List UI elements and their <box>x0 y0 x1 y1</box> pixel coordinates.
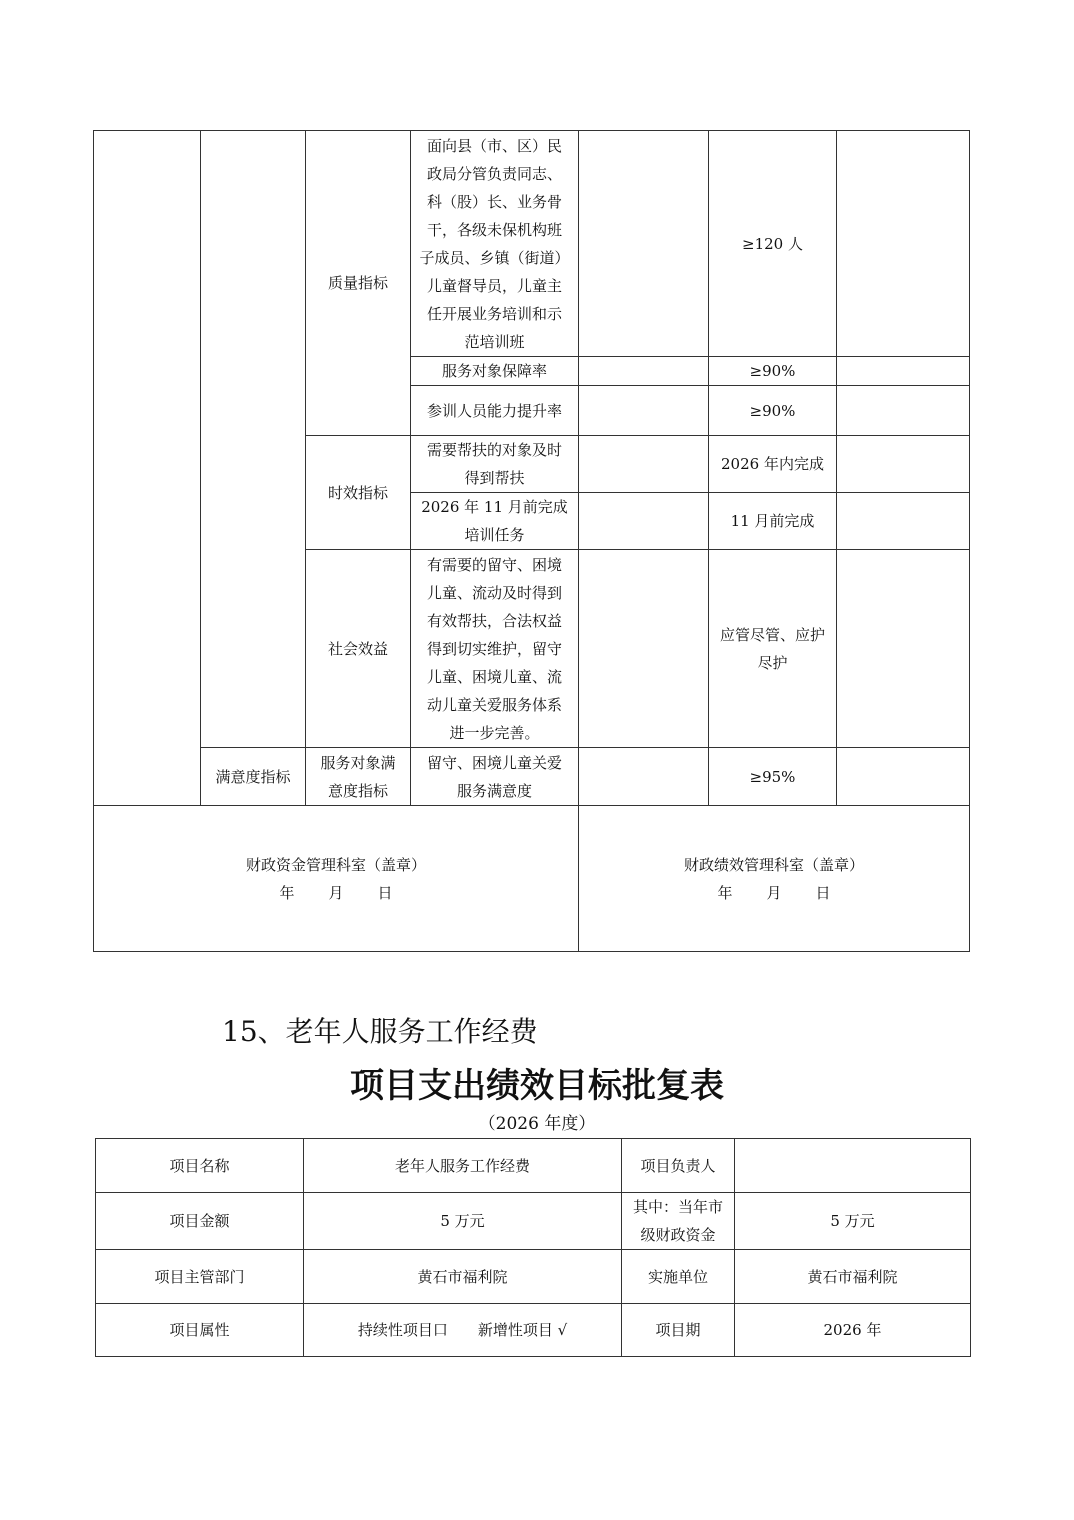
date-month: 月 <box>328 884 344 902</box>
stamp-fund-management <box>94 850 578 908</box>
social-benefit-item: 有需要的留守、困境 儿童、流动及时得到 有效帮扶，合法权益 得到切实维护，留守 儿童、困境儿童、流 动儿童关爱服务体系 进一步完善。 <box>426 555 562 742</box>
document-title: 项目支出绩效目标批复表 <box>350 1066 724 1106</box>
date-month: 月 <box>766 884 782 902</box>
quality-value-training: ≥120 人 <box>742 234 803 253</box>
timeliness-indicator-label: 时效指标 <box>327 483 388 502</box>
project-name-label: 项目名称 <box>169 1156 230 1175</box>
timeliness-value-help: 2026 年内完成 <box>721 455 824 473</box>
quality-indicator-label: 质量指标 <box>327 274 388 292</box>
quality-item-guarantee-rate: 服务对象保障率 <box>441 362 547 380</box>
social-benefit-label: 社会效益 <box>327 639 388 658</box>
timeliness-value-training: 11 月前完成 <box>730 512 815 530</box>
project-amount-value: 5 万元 <box>440 1212 485 1230</box>
satisfaction-value: ≥95% <box>749 767 796 786</box>
city-fund-label: 其中：当年市 级财政资金 <box>632 1198 723 1244</box>
stamp-performance-management <box>579 850 969 908</box>
date-day: 日 <box>377 884 393 902</box>
supervising-dept-label: 项目主管部门 <box>154 1267 245 1286</box>
project-amount-label: 项目金额 <box>169 1212 230 1230</box>
project-attribute-value: 持续性项目口 新增性项目 √ <box>357 1321 568 1339</box>
date-year: 年 <box>279 884 295 902</box>
date-year: 年 <box>717 884 733 902</box>
quality-item-training: 面向县（市、区）民 政局分管负责同志、 科（股）长、业务骨 干，各级未保机构班 子成员、乡镇（街道） 儿童督导员，儿童主 任开展业务培训和示 范培训班 <box>419 136 570 351</box>
city-fund-value: 5 万元 <box>830 1212 875 1230</box>
stamp-performance-management-date <box>717 879 830 907</box>
quality-value-ability-rate: ≥90% <box>749 401 796 420</box>
supervising-dept-value: 黄石市福利院 <box>417 1267 508 1286</box>
section-title: 15、老年人服务工作经费 <box>222 1015 538 1048</box>
project-period-value: 2026 年 <box>823 1321 882 1339</box>
fiscal-year: （2026 年度） <box>478 1114 596 1134</box>
project-period-label: 项目期 <box>655 1321 701 1339</box>
satisfaction-item: 留守、困境儿童关爱 服务满意度 <box>426 753 562 800</box>
timeliness-item-training: 2026 年 11 月前完成 培训任务 <box>421 498 568 544</box>
social-benefit-value: 应管尽管、应护 尽护 <box>719 625 825 672</box>
implementing-unit-label: 实施单位 <box>647 1267 708 1286</box>
date-day: 日 <box>815 884 831 902</box>
stamp-performance-management-label: 财政绩效管理科室（盖章） <box>683 856 864 874</box>
quality-item-ability-rate: 参训人员能力提升率 <box>426 401 562 420</box>
quality-value-guarantee-rate: ≥90% <box>749 362 796 380</box>
satisfaction-indicator-label: 满意度指标 <box>215 767 291 786</box>
project-leader-value <box>735 1139 970 1192</box>
project-name-value: 老年人服务工作经费 <box>394 1156 530 1175</box>
satisfaction-sub-label: 服务对象满 意度指标 <box>320 753 396 800</box>
implementing-unit-value: 黄石市福利院 <box>807 1267 898 1286</box>
timeliness-item-help: 需要帮扶的对象及时 得到帮扶 <box>426 441 562 487</box>
stamp-fund-management-date <box>279 879 392 907</box>
stamp-fund-management-label: 财政资金管理科室（盖章） <box>245 856 426 874</box>
project-leader-label: 项目负责人 <box>640 1156 716 1175</box>
project-attribute-label: 项目属性 <box>169 1321 230 1339</box>
